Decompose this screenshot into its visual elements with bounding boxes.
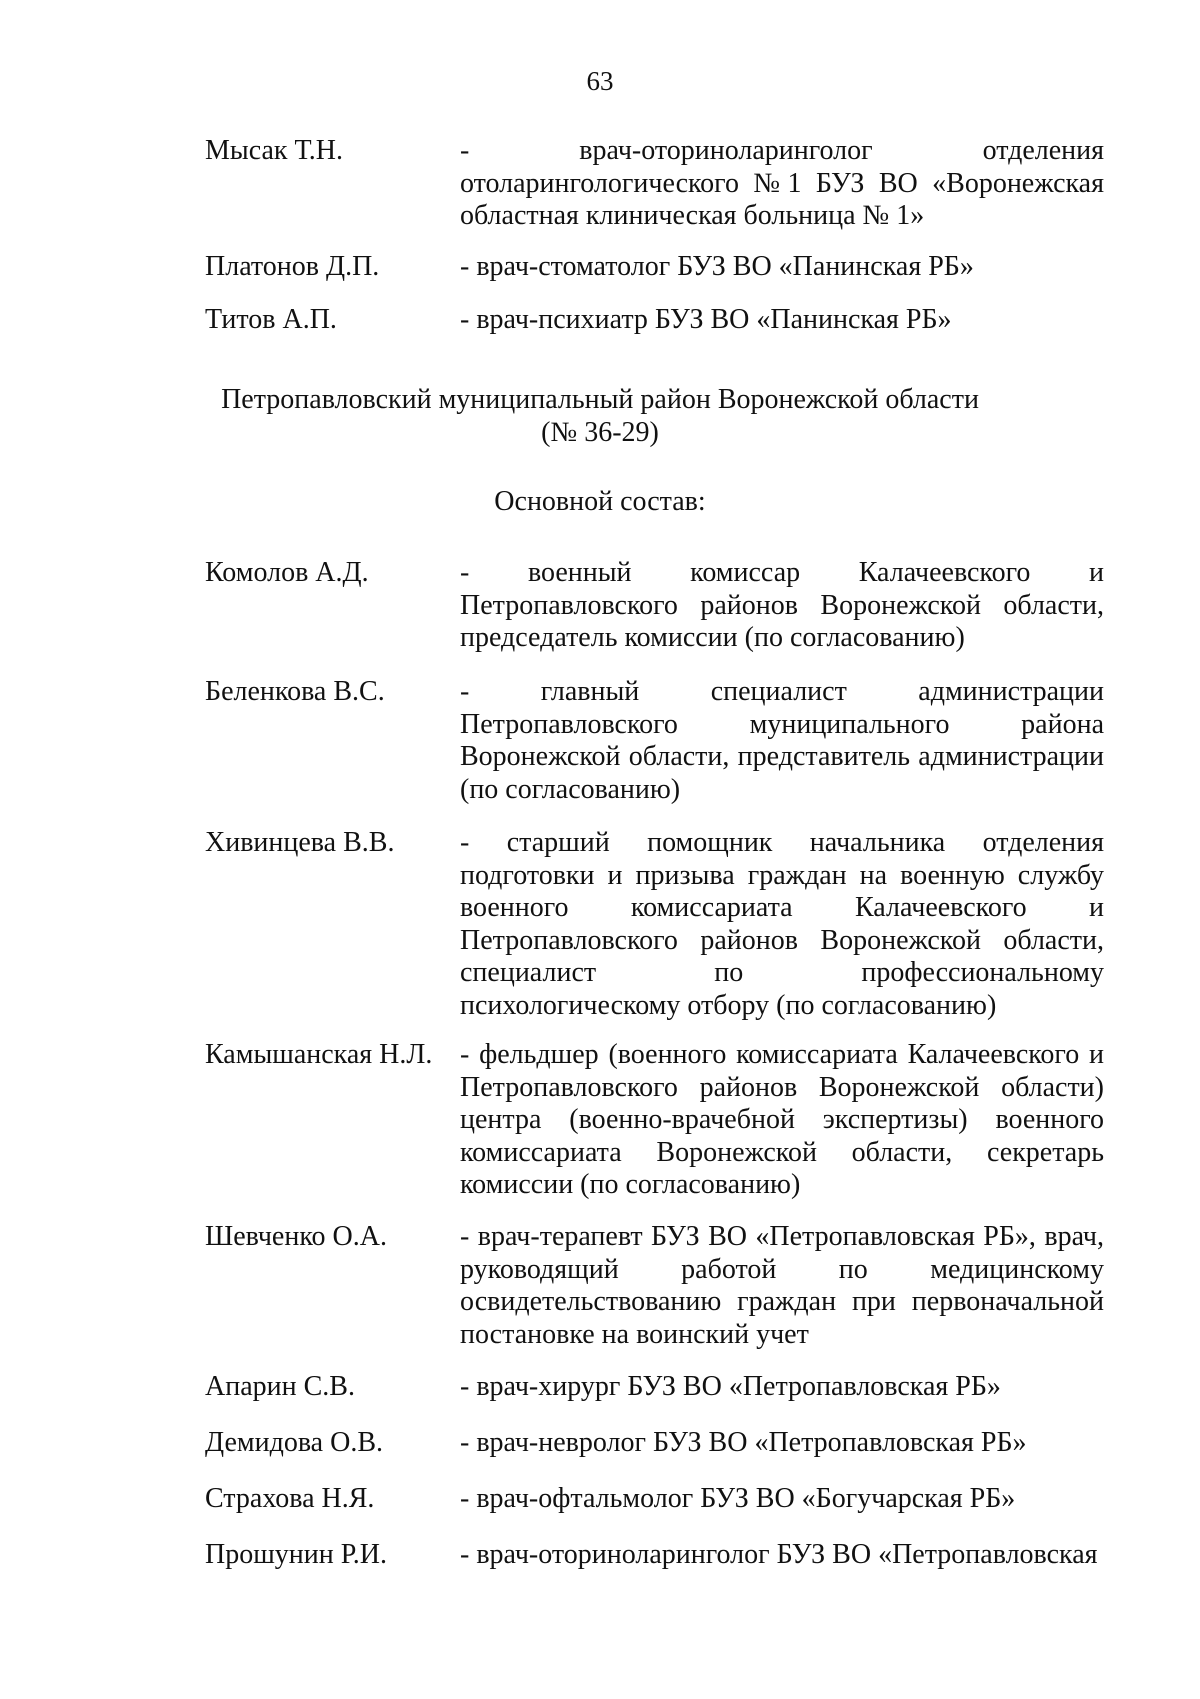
member-role: - врач-психиатр БУЗ ВО «Панинская РБ» xyxy=(460,304,952,335)
member-name: Демидова О.В. xyxy=(205,1427,383,1458)
member-role: - врач-терапевт БУЗ ВО «Петропавловская РБ», врач, руководящий работой по медицинскому освидетельствованию граждан при первоначальной постановке на воинский учет xyxy=(460,1221,1104,1350)
member-name: Апарин С.В. xyxy=(205,1371,355,1402)
member-name: Камышанская Н.Л. xyxy=(205,1039,433,1070)
member-role: - врач-невролог БУЗ ВО «Петропавловская РБ» xyxy=(460,1427,1027,1458)
member-role: - врач-оториноларинголог отделения отоларингологического №1 БУЗ ВО «Воронежская областная клиническая больница № 1» xyxy=(460,135,1104,231)
member-role: - врач-офтальмолог БУЗ ВО «Богучарская РБ» xyxy=(460,1483,1016,1514)
member-role: - фельдшер (военного комиссариата Калачеевского и Петропавловского районов Воронежской области) центра (военно-врачебной экспертизы) военного комиссариата Воронежской области, секретарь комиссии (по согласованию) xyxy=(460,1039,1104,1200)
member-name: Хивинцева В.В. xyxy=(205,827,395,858)
section-code: (№ 36-29) xyxy=(541,417,659,448)
member-name: Прошунин Р.И. xyxy=(205,1539,388,1570)
member-name: Страхова Н.Я. xyxy=(205,1483,375,1514)
member-role: - врач-оториноларинголог БУЗ ВО «Петропавловская xyxy=(460,1539,1098,1570)
member-role: - врач-хирург БУЗ ВО «Петропавловская РБ» xyxy=(460,1371,1001,1402)
page-number: 63 xyxy=(586,66,614,96)
member-name: Шевченко О.А. xyxy=(205,1221,387,1252)
member-name: Мысак Т.Н. xyxy=(205,135,344,166)
member-name: Титов А.П. xyxy=(205,304,337,335)
member-name: Комолов А.Д. xyxy=(205,557,369,588)
member-role: - врач-стоматолог БУЗ ВО «Панинская РБ» xyxy=(460,251,974,282)
member-name: Платонов Д.П. xyxy=(205,251,380,282)
member-role: - военный комиссар Калачеевского и Петропавловского районов Воронежской области, председатель комиссии (по согласованию) xyxy=(460,557,1104,653)
member-name: Беленкова В.С. xyxy=(205,676,385,707)
section-subtitle: Основной состав: xyxy=(494,486,706,517)
member-role: - старший помощник начальника отделения подготовки и призыва граждан на военную службу военного комиссариата Калачеевского и Петропавловского районов Воронежской области, специалист по профессиональному психологическому отбору (по согласованию) xyxy=(460,827,1104,1021)
section-title: Петропавловский муниципальный район Воронежской области xyxy=(221,384,979,415)
member-role: - главный специалист администрации Петропавловского муниципального района Воронежской области, представитель администрации (по согласованию) xyxy=(460,676,1104,805)
